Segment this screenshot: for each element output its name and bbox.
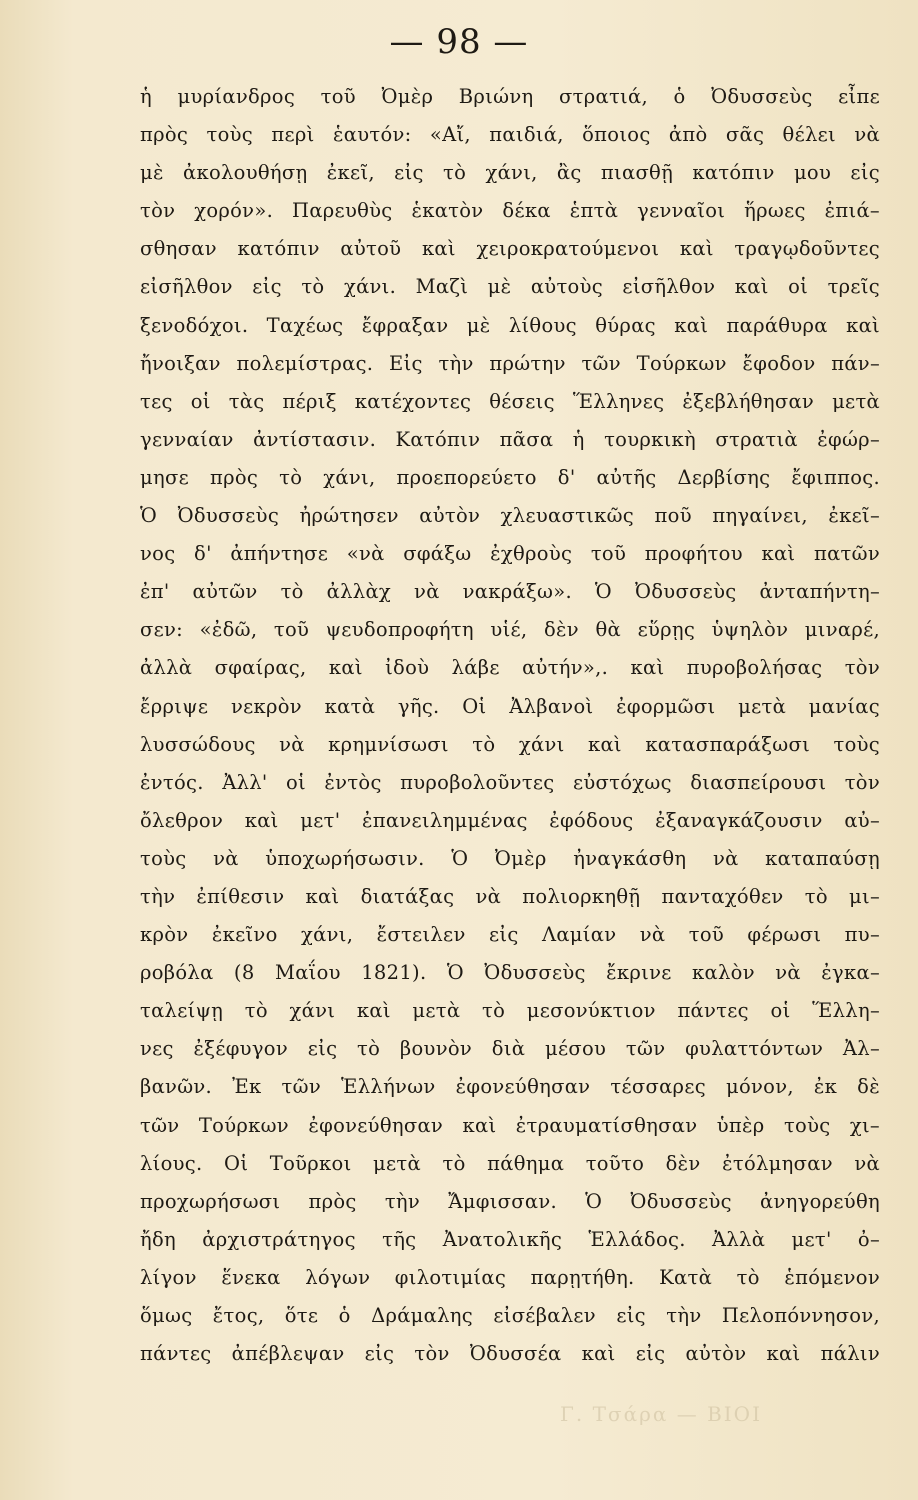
text-line: πρὸς τοὺς περὶ ἑαυτόν: «Αἴ, παιδιά, ὅποιος ἀπὸ σᾶς θέλει νὰ <box>140 123 880 147</box>
bleed-through-text: Γ. Τσάρα — ΒΙΟΙ <box>560 1402 762 1426</box>
text-line: τὴν ἐπίθεσιν καὶ διατάξας νὰ πολιορκηθῇ πανταχόθεν τὸ μι– <box>140 884 880 908</box>
text-line: λυσσώδους νὰ κρημνίσωσι τὸ χάνι καὶ κατασπαράξωσι τοὺς <box>140 732 880 756</box>
text-line: ροβόλα (8 Μαΐου 1821). Ὁ Ὀδυσσεὺς ἔκρινε καλὸν νὰ ἐγκα– <box>140 961 880 985</box>
text-line: τοὺς νὰ ὑποχωρήσωσιν. Ὁ Ὀμὲρ ἠναγκάσθη νὰ καταπαύσῃ <box>140 846 880 870</box>
text-line: νες ἐξέφυγον εἰς τὸ βουνὸν διὰ μέσου τῶν φυλαττόντων Ἀλ– <box>140 1037 880 1061</box>
text-line: προχωρήσωσι πρὸς τὴν Ἄμφισσαν. Ὁ Ὀδυσσεὺς ἀνηγορεύθη <box>140 1189 880 1213</box>
page-number: — 98 — <box>389 22 529 62</box>
text-line: ἡ μυρίανδρος τοῦ Ὀμὲρ Βριώνη στρατιά, ὁ Ὀδυσσεὺς εἶπε <box>140 85 880 108</box>
text-line: Ὁ Ὀδυσσεὺς ἠρώτησεν αὐτὸν χλευαστικῶς ποῦ πηγαίνει, ἐκεῖ– <box>140 504 880 528</box>
text-line: ἔρριψε νεκρὸν κατὰ γῆς. Οἱ Ἀλβανοὶ ἐφορμῶσι μετὰ μανίας <box>140 694 880 718</box>
text-line: πάντες ἀπέβλεψαν εἰς τὸν Ὀδυσσέα καὶ εἰς αὐτὸν καὶ πάλιν <box>140 1342 880 1366</box>
text-line: σεν: «ἐδῶ, τοῦ ψευδοπροφήτη υἱέ, δὲν θὰ εὕρῃς ὑψηλὸν μιναρέ, <box>140 618 880 642</box>
text-line: βανῶν. Ἐκ τῶν Ἑλλήνων ἐφονεύθησαν τέσσαρες μόνον, ἐκ δὲ <box>140 1075 880 1099</box>
body-text <box>140 78 880 1373</box>
text-line: ἀλλὰ σφαίρας, καὶ ἰδοὺ λάβε αὐτήν»,. καὶ πυροβολήσας τὸν <box>140 656 880 680</box>
text-line: ἐντός. Ἀλλ' οἱ ἐντὸς πυροβολοῦντες εὐστόχως διασπείρουσι τὸν <box>140 770 880 794</box>
text-line: μὲ ἀκολουθήσῃ ἐκεῖ, εἰς τὸ χάνι, ἂς πιασθῇ κατόπιν μου εἰς <box>140 161 880 185</box>
text-line: ἤνοιξαν πολεμίστρας. Εἰς τὴν πρώτην τῶν Τούρκων ἔφοδον πάν– <box>140 351 880 375</box>
text-line: ἤδη ἀρχιστράτηγος τῆς Ἀνατολικῆς Ἑλλάδος. Ἀλλὰ μετ' ὀ– <box>140 1227 880 1251</box>
text-line: λίγον ἕνεκα λόγων φιλοτιμίας παρῃτήθη. Κατὰ τὸ ἑπόμενον <box>140 1265 880 1289</box>
text-line: ταλείψῃ τὸ χάνι καὶ μετὰ τὸ μεσονύκτιον πάντες οἱ Ἕλλη– <box>140 999 880 1023</box>
text-line: κρὸν ἐκεῖνο χάνι, ἔστειλεν εἰς Λαμίαν νὰ τοῦ φέρωσι πυ– <box>140 923 880 947</box>
text-line: ἐπ' αὐτῶν τὸ ἀλλὰχ νὰ νακράξω». Ὁ Ὀδυσσεὺς ἀνταπήντη– <box>140 580 880 604</box>
text-line: τῶν Τούρκων ἐφονεύθησαν καὶ ἐτραυματίσθησαν ὑπὲρ τοὺς χι– <box>140 1113 880 1137</box>
text-line: ξενοδόχοι. Ταχέως ἔφραξαν μὲ λίθους θύρας καὶ παράθυρα καὶ <box>140 313 880 337</box>
text-line: λίους. Οἱ Τοῦρκοι μετὰ τὸ πάθημα τοῦτο δὲν ἐτόλμησαν νὰ <box>140 1151 880 1175</box>
text-line: ὅμως ἔτος, ὅτε ὁ Δράμαλης εἰσέβαλεν εἰς τὴν Πελοπόννησον, <box>140 1304 880 1327</box>
text-line: μησε πρὸς τὸ χάνι, προεπορεύετο δ' αὐτῆς Δερβίσης ἔφιππος. <box>140 465 880 489</box>
text-line: τες οἱ τὰς πέριξ κατέχοντες θέσεις Ἕλληνες ἐξεβλήθησαν μετὰ <box>140 389 880 413</box>
text-line: τὸν χορόν». Παρευθὺς ἑκατὸν δέκα ἑπτὰ γενναῖοι ἥρωες ἐπιά– <box>140 199 880 223</box>
text-line: εἰσῆλθον εἰς τὸ χάνι. Μαζὶ μὲ αὐτοὺς εἰσῆλθον καὶ οἱ τρεῖς <box>140 275 880 299</box>
text-line: ὄλεθρον καὶ μετ' ἐπανειλημμένας ἐφόδους ἐξαναγκάζουσιν αὐ– <box>140 808 880 832</box>
text-line: νος δ' ἀπήντησε «νὰ σφάξω ἐχθροὺς τοῦ προφήτου καὶ πατῶν <box>140 542 880 566</box>
text-line: σθησαν κατόπιν αὐτοῦ καὶ χειροκρατούμενοι καὶ τραγῳδοῦντες <box>140 237 880 261</box>
text-line: γενναίαν ἀντίστασιν. Κατόπιν πᾶσα ἡ τουρκικὴ στρατιὰ ἐφώρ– <box>140 427 880 451</box>
